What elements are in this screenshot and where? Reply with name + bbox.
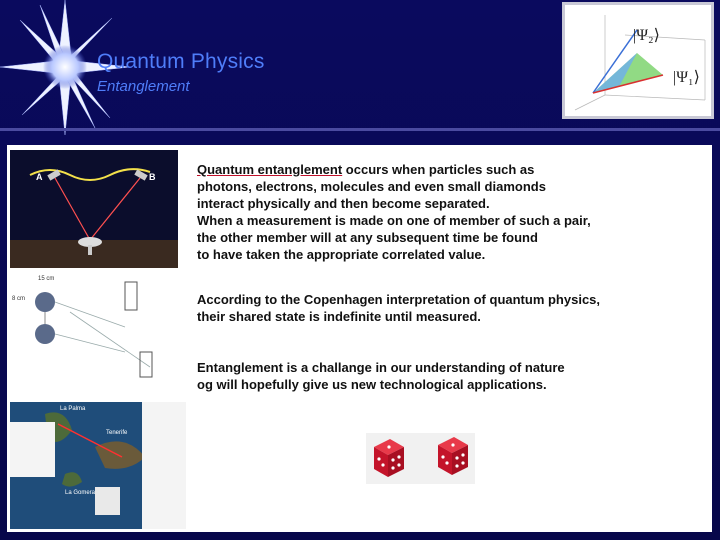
die-right-icon: [438, 437, 468, 475]
paragraph1-line1: occurs when particles such as: [342, 162, 535, 177]
paragraph3-line1: Entanglement is a challange in our understanding of nature: [197, 360, 565, 375]
length-label-15cm: 15 cm: [38, 276, 55, 282]
quantum-entanglement-link[interactable]: Quantum entanglement: [197, 162, 343, 177]
paragraph1-line5: the other member will at any subsequent time be found: [197, 230, 538, 245]
map-label-la-gomera: La Gomera: [65, 490, 96, 496]
paragraph-entanglement-definition: [197, 161, 667, 263]
bloch-vector-figure: [562, 2, 714, 119]
vector-diagram: [565, 5, 711, 116]
paragraph2-line2: their shared state is indefinite until measured.: [197, 309, 481, 324]
paragraph1-line2: photons, electrons, molecules and even small diamonds: [197, 179, 546, 194]
canary-islands-map: [10, 402, 186, 529]
satellite-label-a: A: [36, 172, 43, 182]
paragraph2-line1: According to the Copenhagen interpretation of quantum physics,: [197, 292, 601, 307]
diamond-experiment-diagram: [10, 272, 188, 397]
paragraph-copenhagen: [197, 291, 667, 325]
length-label-8cm: 8 cm: [12, 296, 26, 302]
paragraph3-line2: og will hopefully give us new technological applications.: [197, 377, 547, 392]
satellite-label-b: B: [149, 172, 156, 182]
psi2-label: |Ψ₂⟩: [633, 27, 660, 44]
paragraph-challenge: [197, 359, 667, 393]
divider: [0, 128, 720, 131]
paragraph1-line6: to have taken the appropriate correlated value.: [197, 247, 486, 262]
paragraph1-line3: interact physically and then become separated.: [197, 196, 490, 211]
die-left-icon: [374, 439, 404, 477]
slide-title: Quantum Physics: [97, 50, 265, 73]
slide-subtitle: Entanglement: [97, 78, 190, 95]
paragraph1-line4: When a measurement is made on one of member of such a pair,: [197, 213, 591, 228]
satellite-entanglement-image: [10, 150, 178, 268]
map-label-la-palma: La Palma: [60, 406, 86, 412]
map-label-tenerife: Tenerife: [106, 430, 128, 436]
psi1-label: |Ψ₁⟩: [673, 69, 700, 86]
left-image-column: [10, 150, 188, 530]
dice-image: [366, 433, 475, 484]
